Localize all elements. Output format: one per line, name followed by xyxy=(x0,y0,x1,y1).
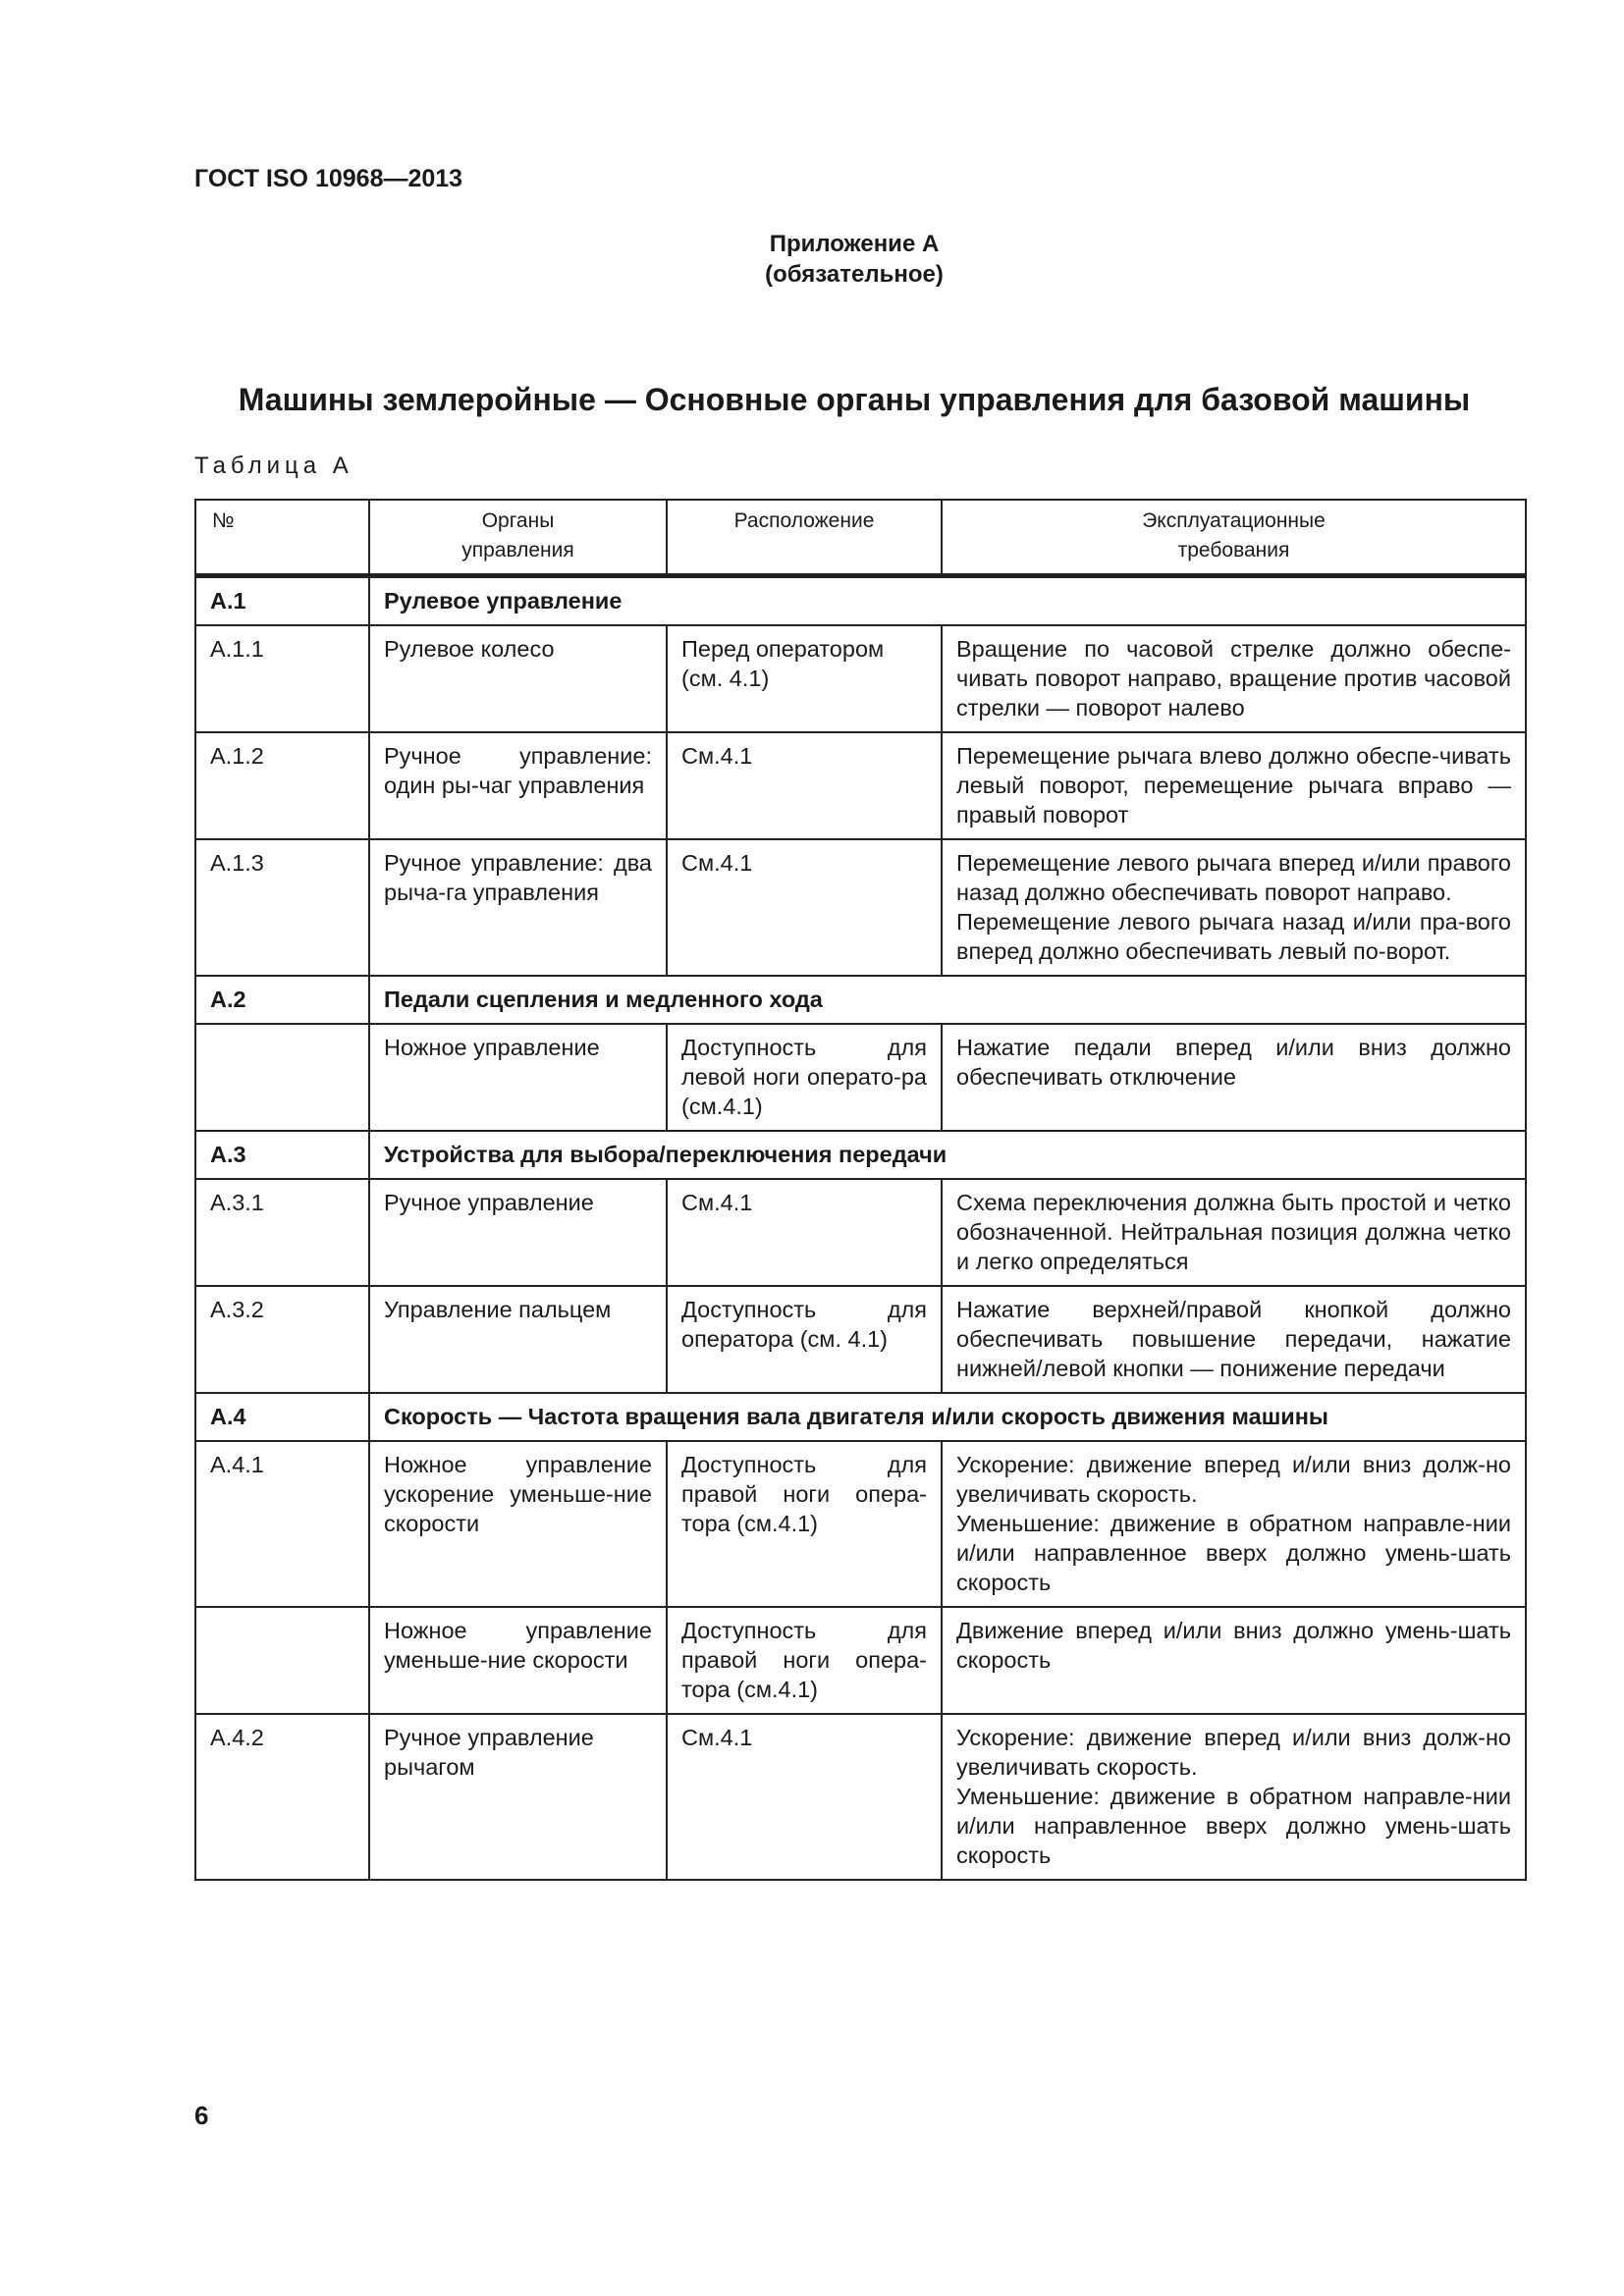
row-control: Рулевое колесо xyxy=(369,625,667,732)
header-location: Расположение xyxy=(667,500,942,576)
header-requirements xyxy=(942,500,1526,576)
row-control: Ручное управление: один ры-чаг управления xyxy=(369,732,667,839)
header-requirements-line-2: требования xyxy=(1177,539,1290,561)
section-row xyxy=(195,1393,1526,1441)
section-title: Педали сцепления и медленного хода xyxy=(369,976,1526,1024)
row-requirement xyxy=(942,1441,1526,1607)
table-row xyxy=(195,1179,1526,1286)
requirement-paragraph-1: Перемещение левого рычага вперед и/или правого назад должно обеспечивать поворот направо. xyxy=(956,850,1511,905)
row-number: А.1.2 xyxy=(195,732,369,839)
section-number: А.1 xyxy=(195,576,369,626)
row-number: А.1.3 xyxy=(195,839,369,976)
header-no: № xyxy=(195,500,369,576)
row-control: Управление пальцем xyxy=(369,1286,667,1393)
requirement-paragraph-1: Ускорение: движение вперед и/или вниз долж-но увеличивать скорость. xyxy=(956,1725,1511,1780)
appendix-note: (обязательное) xyxy=(765,261,944,288)
table-header-row xyxy=(195,500,1526,576)
document-code: ГОСТ ISO 10968—2013 xyxy=(194,165,463,192)
requirement-paragraph-2: Перемещение левого рычага назад и/или пра-вого вперед должно обеспечивать левый по-ворот. xyxy=(956,909,1511,964)
row-location: Доступность для левой ноги операто-ра (см.4.1) xyxy=(667,1024,942,1131)
row-location: См.4.1 xyxy=(667,1714,942,1880)
table-label: Таблица А xyxy=(194,453,353,479)
table-row xyxy=(195,625,1526,732)
row-location: Перед оператором (см. 4.1) xyxy=(667,625,942,732)
table-row xyxy=(195,1441,1526,1607)
appendix-heading xyxy=(0,229,1624,290)
row-requirement: Нажатие педали вперед и/или вниз должно обеспечивать отключение xyxy=(942,1024,1526,1131)
row-location: См.4.1 xyxy=(667,732,942,839)
row-requirement: Вращение по часовой стрелке должно обеспе-чивать поворот направо, вращение против часовой стрелки — поворот налево xyxy=(942,625,1526,732)
page-title: Машины землеройные — Основные органы управления для базовой машины xyxy=(238,382,1471,417)
table-row xyxy=(195,1286,1526,1393)
row-number: А.3.2 xyxy=(195,1286,369,1393)
table-row xyxy=(195,1714,1526,1880)
section-number: А.3 xyxy=(195,1131,369,1179)
controls-table xyxy=(194,499,1527,1881)
row-control: Ножное управление xyxy=(369,1024,667,1131)
requirement-paragraph-1: Ускорение: движение вперед и/или вниз долж-но увеличивать скорость. xyxy=(956,1452,1511,1507)
section-title: Устройства для выбора/переключения передачи xyxy=(369,1131,1526,1179)
row-location: Доступность для правой ноги опера-тора (см.4.1) xyxy=(667,1607,942,1714)
row-number: А.4.1 xyxy=(195,1441,369,1607)
row-number xyxy=(195,1024,369,1131)
row-control: Ручное управление xyxy=(369,1179,667,1286)
row-number: А.4.2 xyxy=(195,1714,369,1880)
page-number: 6 xyxy=(194,2101,209,2130)
row-requirement: Нажатие верхней/правой кнопкой должно обеспечивать повышение передачи, нажатие нижней/левой кнопки — понижение передачи xyxy=(942,1286,1526,1393)
row-requirement xyxy=(942,1714,1526,1880)
header-requirements-line-1: Эксплуатационные xyxy=(1142,509,1326,532)
row-number xyxy=(195,1607,369,1714)
section-title: Скорость — Частота вращения вала двигателя и/или скорость движения машины xyxy=(369,1393,1526,1441)
row-requirement: Движение вперед и/или вниз должно умень-шать скорость xyxy=(942,1607,1526,1714)
section-number: А.4 xyxy=(195,1393,369,1441)
table-row xyxy=(195,732,1526,839)
table-row xyxy=(195,1607,1526,1714)
row-control: Ножное управление уменьше-ние скорости xyxy=(369,1607,667,1714)
row-location: См.4.1 xyxy=(667,839,942,976)
row-control: Ручное управление: два рыча-га управления xyxy=(369,839,667,976)
header-controls-line-2: управления xyxy=(461,539,574,561)
row-requirement xyxy=(942,839,1526,976)
section-row xyxy=(195,1131,1526,1179)
row-number: А.1.1 xyxy=(195,625,369,732)
section-row xyxy=(195,576,1526,626)
row-location: См.4.1 xyxy=(667,1179,942,1286)
header-controls xyxy=(369,500,667,576)
table-row xyxy=(195,1024,1526,1131)
row-requirement: Схема переключения должна быть простой и четко обозначенной. Нейтральная позиция должна четко и легко определяться xyxy=(942,1179,1526,1286)
row-requirement: Перемещение рычага влево должно обеспе-чивать левый поворот, перемещение рычага вправо — правый поворот xyxy=(942,732,1526,839)
table-row xyxy=(195,839,1526,976)
requirement-paragraph-2: Уменьшение: движение в обратном направле-нии и/или направленное вверх должно умень-шать скорость xyxy=(956,1511,1511,1595)
section-row xyxy=(195,976,1526,1024)
requirement-paragraph-2: Уменьшение: движение в обратном направле-нии и/или направленное вверх должно умень-шать скорость xyxy=(956,1784,1511,1868)
appendix-title: Приложение А xyxy=(769,231,940,257)
row-control: Ножное управление ускорение уменьше-ние скорости xyxy=(369,1441,667,1607)
row-number: А.3.1 xyxy=(195,1179,369,1286)
row-location: Доступность для правой ноги опера-тора (см.4.1) xyxy=(667,1441,942,1607)
header-controls-line-1: Органы xyxy=(481,509,555,532)
section-number: А.2 xyxy=(195,976,369,1024)
section-title: Рулевое управление xyxy=(369,576,1526,626)
row-control: Ручное управление рычагом xyxy=(369,1714,667,1880)
row-location: Доступность для оператора (см. 4.1) xyxy=(667,1286,942,1393)
